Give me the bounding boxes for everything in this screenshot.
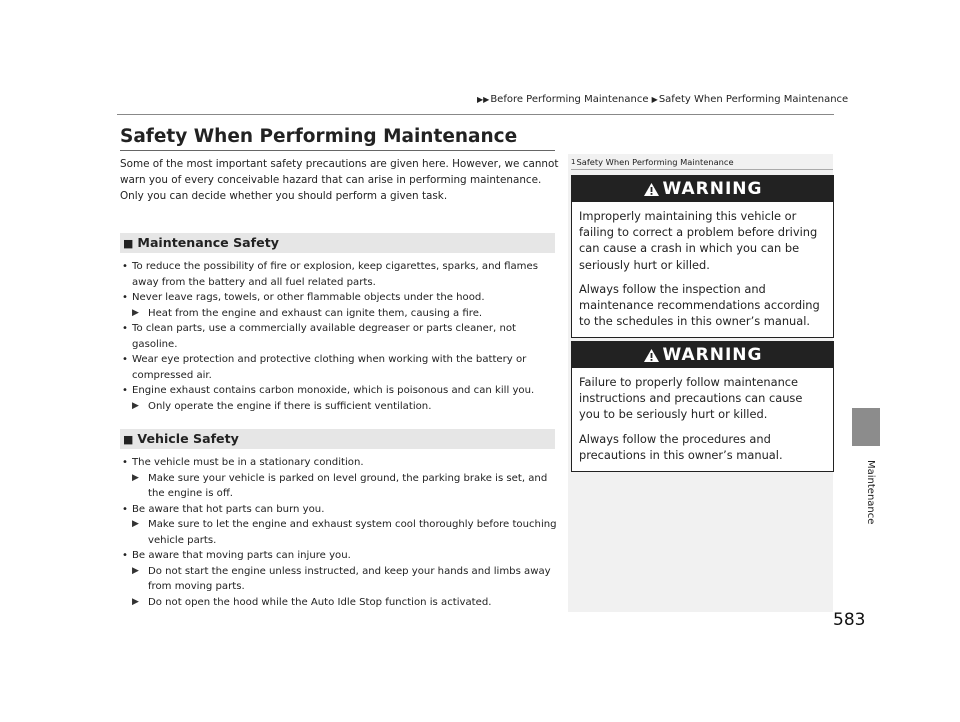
- warning-text: Always follow the procedures and precautions in this owner’s manual.: [579, 431, 783, 462]
- intro-paragraph: Some of the most important safety precautions are given here. However, we cannot warn you of every conceivable hazard that can arise in performing maintenance. Only you can decide whether you should perform a given task.: [120, 158, 559, 202]
- list-item: • To clean parts, use a commercially available degreaser or parts cleaner, not gasoline.: [120, 321, 560, 352]
- warning-body: [572, 202, 833, 337]
- warning-header: [572, 342, 833, 368]
- breadcrumb: [477, 94, 848, 105]
- note-number-icon: 1: [571, 158, 576, 166]
- list-subitem: ▶ Only operate the engine if there is sufficient ventilation.: [120, 399, 560, 415]
- arrow-icon: ▶: [132, 472, 139, 483]
- header-rule: [117, 114, 834, 115]
- list-item: • Wear eye protection and protective clothing when working with the battery or compressed air.: [120, 352, 560, 383]
- warning-text: Improperly maintaining this vehicle or failing to correct a problem before driving can cause a crash in which you can be seriously hurt or killed.: [579, 209, 818, 272]
- warning-body: [572, 368, 833, 471]
- warning-box: [571, 341, 834, 472]
- list-item: • Be aware that hot parts can burn you.: [120, 502, 560, 518]
- chapter-tab-label: Maintenance: [865, 460, 876, 525]
- warning-box: [571, 175, 834, 338]
- arrow-icon: ▶▶: [477, 95, 490, 104]
- list-subitem: ▶ Do not start the engine unless instructed, and keep your hands and limbs away from moving parts.: [132, 565, 551, 592]
- arrow-icon: ▶: [132, 565, 139, 576]
- title-rule: [120, 150, 555, 151]
- list-item: • Never leave rags, towels, or other flammable objects under the hood.: [120, 290, 560, 306]
- section-heading-label: Maintenance Safety: [137, 235, 279, 250]
- arrow-icon: ▶: [132, 307, 139, 318]
- square-icon: ■: [123, 433, 134, 446]
- warning-triangle-icon: [643, 182, 660, 197]
- vehicle-safety-list: [120, 455, 560, 610]
- chapter-tab[interactable]: [852, 408, 880, 446]
- warning-label: WARNING: [662, 179, 763, 199]
- sidebar-note-heading: 1Safety When Performing Maintenance: [571, 157, 734, 167]
- page-number: 583: [833, 610, 866, 630]
- list-item: • Engine exhaust contains carbon monoxide, which is poisonous and can kill you.: [120, 383, 560, 399]
- breadcrumb-item[interactable]: Safety When Performing Maintenance: [658, 94, 849, 105]
- section-heading-label: Vehicle Safety: [137, 431, 239, 446]
- warning-header: [572, 176, 833, 202]
- list-subitem: ▶ Make sure your vehicle is parked on level ground, the parking brake is set, and the engine is off.: [132, 472, 548, 499]
- list-item: • The vehicle must be in a stationary condition.: [120, 455, 560, 471]
- list-item: • Be aware that moving parts can injure you.: [120, 548, 560, 564]
- arrow-icon: ▶: [132, 400, 139, 411]
- maintenance-safety-list: [120, 259, 560, 414]
- warning-text: Failure to properly follow maintenance instructions and precautions can cause you to be seriously hurt or killed.: [579, 375, 803, 422]
- section-heading-maintenance-safety: [120, 233, 555, 253]
- list-subitem: ▶ Make sure to let the engine and exhaust system cool thoroughly before touching vehicle parts.: [132, 519, 557, 546]
- warning-text: Always follow the inspection and maintenance recommendations according to the schedules in this owner’s manual.: [579, 281, 820, 329]
- list-subitem: ▶ Do not open the hood while the Auto Idle Stop function is activated.: [120, 595, 560, 611]
- arrow-icon: ▶: [132, 519, 139, 529]
- square-icon: ■: [123, 237, 134, 250]
- page-title: Safety When Performing Maintenance: [120, 126, 518, 147]
- sidebar-rule: [571, 169, 833, 170]
- list-subitem: ▶ Heat from the engine and exhaust can ignite them, causing a fire.: [120, 306, 560, 322]
- arrow-icon: ▶: [132, 596, 139, 607]
- warning-triangle-icon: [643, 348, 660, 363]
- list-item: • To reduce the possibility of fire or explosion, keep cigarettes, sparks, and flames away from the battery and all fuel related parts.: [120, 259, 560, 290]
- arrow-icon: ▶: [651, 95, 658, 104]
- warning-label: WARNING: [662, 345, 763, 365]
- section-heading-vehicle-safety: [120, 429, 555, 449]
- breadcrumb-item[interactable]: Before Performing Maintenance: [490, 94, 649, 105]
